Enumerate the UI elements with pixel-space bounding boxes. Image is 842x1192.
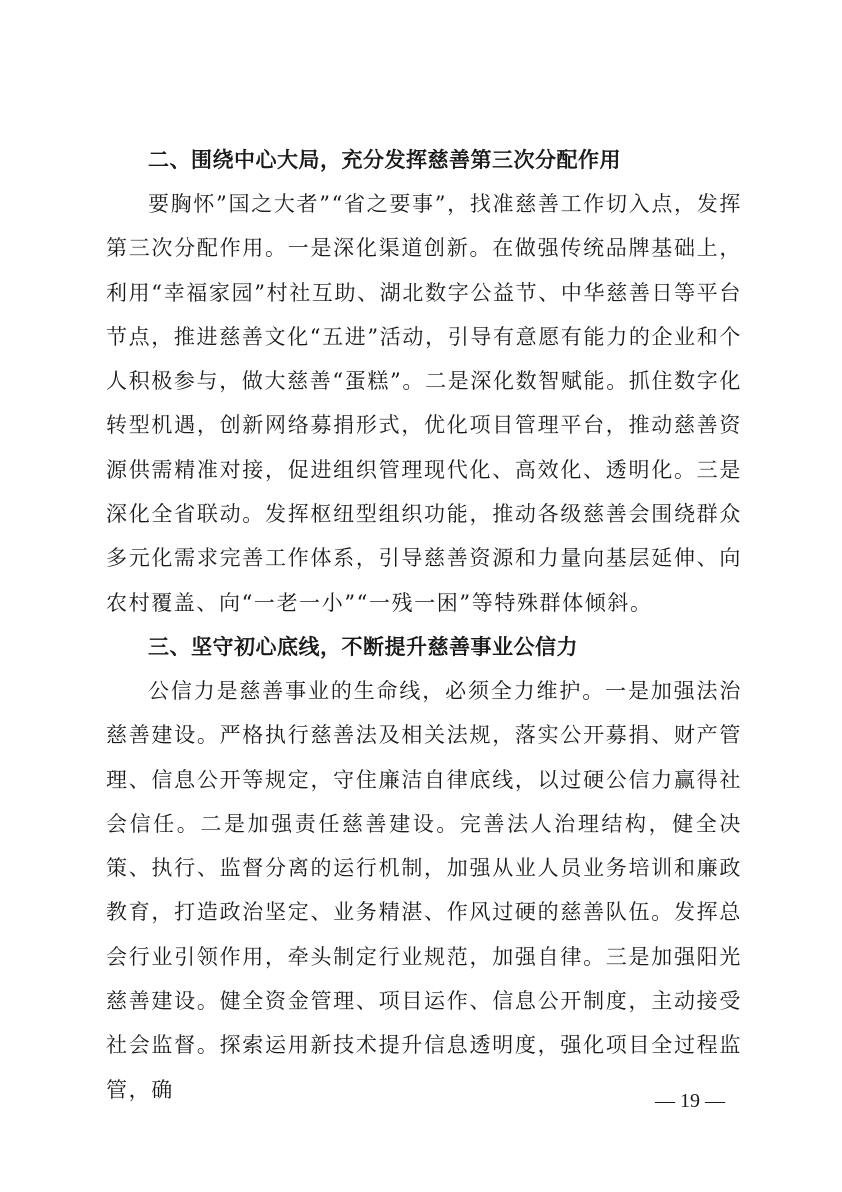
section-heading-2: 二、围绕中心大局，充分发挥慈善第三次分配作用	[148, 148, 621, 172]
page-body	[106, 138, 742, 1112]
section-heading-3: 三、坚守初心底线，不断提升慈善事业公信力	[148, 634, 578, 659]
section-paragraph-3: 公信力是慈善事业的生命线，必须全力维护。一是加强法治慈善建设。严格执行慈善法及相关法规，落实公开募捐、财产管理、信息公开等规定，守住廉洁自律底线，以过硬公信力赢得社会信任。二是加强责任慈善建设。完善法人治理结构，健全决策、执行、监督分离的运行机制，加强从业人员业务培训和廉政教育，打造政治坚定、业务精湛、作风过硬的慈善队伍。发挥总会行业引领作用，牵头制定行业规范，加强自律。三是加强阳光慈善建设。健全资金管理、项目运作、信息公开制度，主动接受社会监督。探索运用新技术提升信息透明度，强化项目全过程监管，确	[106, 678, 742, 1102]
page-number: — 19 —	[655, 1090, 725, 1112]
section-paragraph-2: 要胸怀”国之大者”“省之要事”，找准慈善工作切入点，发挥第三次分配作用。一是深化渠道创新。在做强传统品牌基础上，利用“幸福家园”村社互助、湖北数字公益节、中华慈善日等平台节点，推进慈善文化“五进”活动，引导有意愿有能力的企业和个人积极参与，做大慈善“蛋糕”。二是深化数智赋能。抓住数字化转型机遇，创新网络募捐形式，优化项目管理平台，推动慈善资源供需精准对接，促进组织管理现代化、高效化、透明化。三是深化全省联动。发挥枢纽型组织功能，推动各级慈善会围绕群众多元化需求完善工作体系，引导慈善资源和力量向基层延伸、向农村覆盖、向“一老一小”“一残一困”等特殊群体倾斜。	[106, 192, 742, 615]
